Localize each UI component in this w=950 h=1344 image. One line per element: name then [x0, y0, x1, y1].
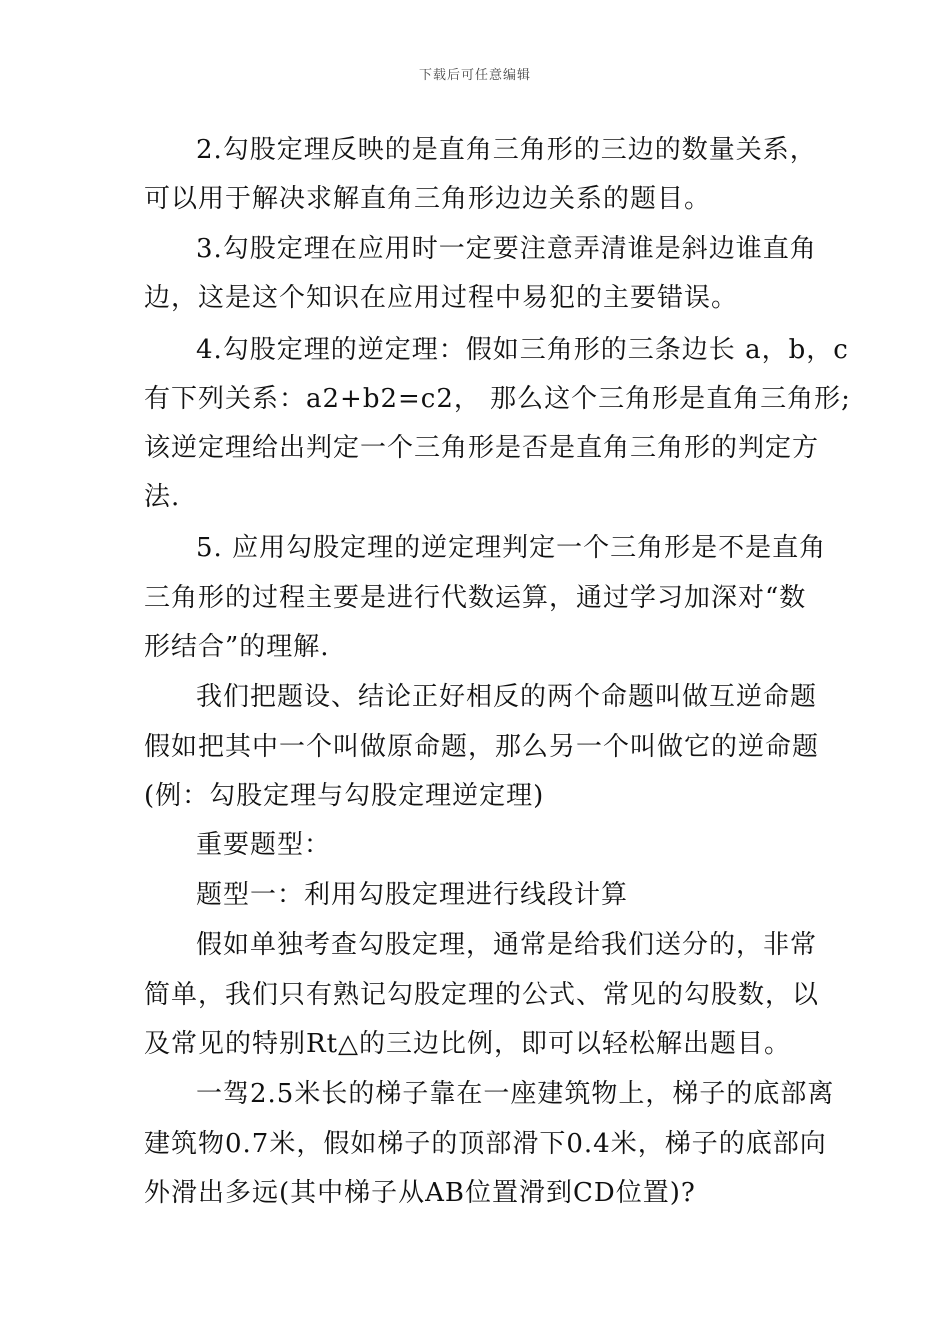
- paragraph-line: 简单，我们只有熟记勾股定理的公式、常见的勾股数，以: [144, 980, 820, 1010]
- paragraph-line: 5. 应用勾股定理的逆定理判定一个三角形是不是直角: [196, 533, 827, 563]
- paragraph-line: 4.勾股定理的逆定理：假如三角形的三条边长 a，b，c: [196, 335, 849, 365]
- paragraph-line: 假如单独考查勾股定理，通常是给我们送分的，非常: [196, 930, 818, 960]
- section-heading: 重要题型：: [196, 830, 332, 860]
- paragraph-line: 该逆定理给出判定一个三角形是否是直角三角形的判定方: [144, 433, 820, 463]
- paragraph-line: 建筑物0.7米，假如梯子的顶部滑下0.4米，梯子的底部向: [144, 1129, 827, 1159]
- paragraph-line: 一驾2.5米长的梯子靠在一座建筑物上，梯子的底部离: [196, 1079, 835, 1109]
- paragraph-line: 及常见的特别Rt△的三边比例，即可以轻松解出题目。: [144, 1029, 792, 1059]
- paragraph-line: 法.: [144, 482, 181, 512]
- paragraph-line: 有下列关系：a2+b2=c2， 那么这个三角形是直角三角形;: [144, 384, 851, 414]
- section-subheading: 题型一：利用勾股定理进行线段计算: [196, 880, 629, 910]
- paragraph-line: (例：勾股定理与勾股定理逆定理): [144, 781, 545, 811]
- paragraph-line: 外滑出多远(其中梯子从AB位置滑到CD位置)?: [144, 1178, 696, 1208]
- paragraph-line: 三角形的过程主要是进行代数运算，通过学习加深对“数: [144, 583, 807, 613]
- paragraph-line: 形结合”的理解.: [144, 632, 330, 662]
- paragraph-line: 2.勾股定理反映的是直角三角形的三边的数量关系，: [196, 135, 817, 165]
- paragraph-line: 可以用于解决求解直角三角形边边关系的题目。: [144, 184, 712, 214]
- paragraph-line: 假如把其中一个叫做原命题，那么另一个叫做它的逆命题: [144, 732, 820, 762]
- paragraph-line: 我们把题设、结论正好相反的两个命题叫做互逆命题: [196, 682, 818, 712]
- header-note: 下载后可任意编辑: [418, 68, 531, 83]
- paragraph-line: 边，这是这个知识在应用过程中易犯的主要错误。: [144, 283, 739, 313]
- paragraph-line: 3.勾股定理在应用时一定要注意弄清谁是斜边谁直角: [196, 234, 817, 264]
